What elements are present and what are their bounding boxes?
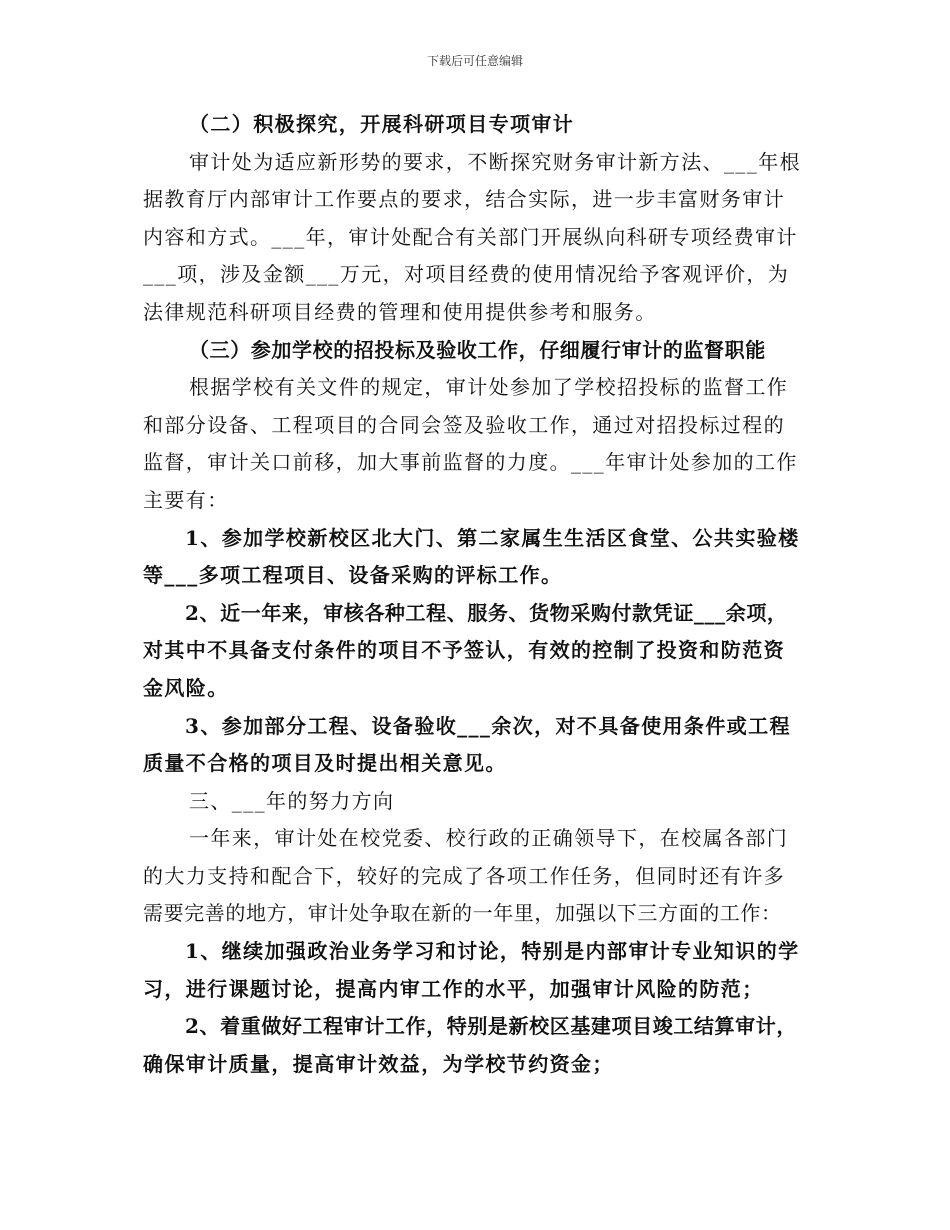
list-item-line: 等___多项工程项目、设备采购的评标工作。 [143, 563, 563, 588]
paragraph-line: 和部分设备、工程项目的合同会签及验收工作，通过对招投标过程的 [143, 412, 785, 437]
paragraph-line: 内容和方式。___年，审计处配合有关部门开展纵向科研专项经费审计 [143, 224, 798, 249]
paragraph-line: 法律规范科研项目经费的管理和使用提供参考和服务。 [143, 299, 657, 324]
paragraph-line: 审计处为适应新形势的要求，不断探究财务审计新方法、___年根 [189, 149, 801, 174]
list-item-line: 金风险。 [143, 675, 229, 700]
list-item-line: 3、参加部分工程、设备验收___余次，对不具备使用条件或工程 [185, 713, 791, 738]
paragraph-line: 据教育厅内部审计工作要点的要求，结合实际，进一步丰富财务审计 [143, 187, 785, 212]
list-item-line: 1、继续加强政治业务学习和讨论，特别是内部审计专业知识的学 [185, 939, 800, 964]
list-item-line: 1、参加学校新校区北大门、第二家属生生活区食堂、公共实验楼 [185, 525, 800, 550]
paragraph-line: 一年来，审计处在校党委、校行政的正确领导下，在校属各部门 [189, 826, 789, 851]
list-item-line: 2、近一年来，审核各种工程、服务、货物采购付款凭证___余项， [185, 600, 788, 625]
paragraph-line: 根据学校有关文件的规定，审计处参加了学校招投标的监督工作 [189, 375, 789, 400]
list-item-line: 确保审计质量，提高审计效益，为学校节约资金； [143, 1051, 614, 1076]
paragraph-line: 的大力支持和配合下，较好的完成了各项工作任务，但同时还有许多 [143, 863, 785, 888]
list-item-line: 2、着重做好工程审计工作，特别是新校区基建项目竣工结算审计， [185, 1014, 797, 1039]
document-body [143, 106, 811, 1083]
list-item-line: 质量不合格的项目及时提出相关意见。 [143, 751, 507, 776]
section-heading: 三、___年的努力方向 [189, 788, 395, 813]
paragraph-line: 需要完善的地方，审计处争取在新的一年里，加强以下三方面的工作： [143, 901, 782, 926]
list-item-line: 对其中不具备支付条件的项目不予签认，有效的控制了投资和防范资 [143, 638, 785, 663]
page-header: 下载后可任意编辑 [426, 54, 523, 68]
list-item-line: 习，进行课题讨论，提高内审工作的水平，加强审计风险的防范； [143, 976, 764, 1001]
section-heading-3: （三）参加学校的招投标及验收工作，仔细履行审计的监督职能 [189, 337, 766, 362]
paragraph-line: 主要有： [143, 487, 229, 512]
section-heading-2: （二）积极探究，开展科研项目专项审计 [189, 112, 575, 136]
paragraph-line: ___项，涉及金额___万元，对项目经费的使用情况给予客观评价，为 [143, 262, 790, 287]
paragraph-line: 监督，审计关口前移，加大事前监督的力度。___年审计处参加的工作 [143, 450, 798, 475]
